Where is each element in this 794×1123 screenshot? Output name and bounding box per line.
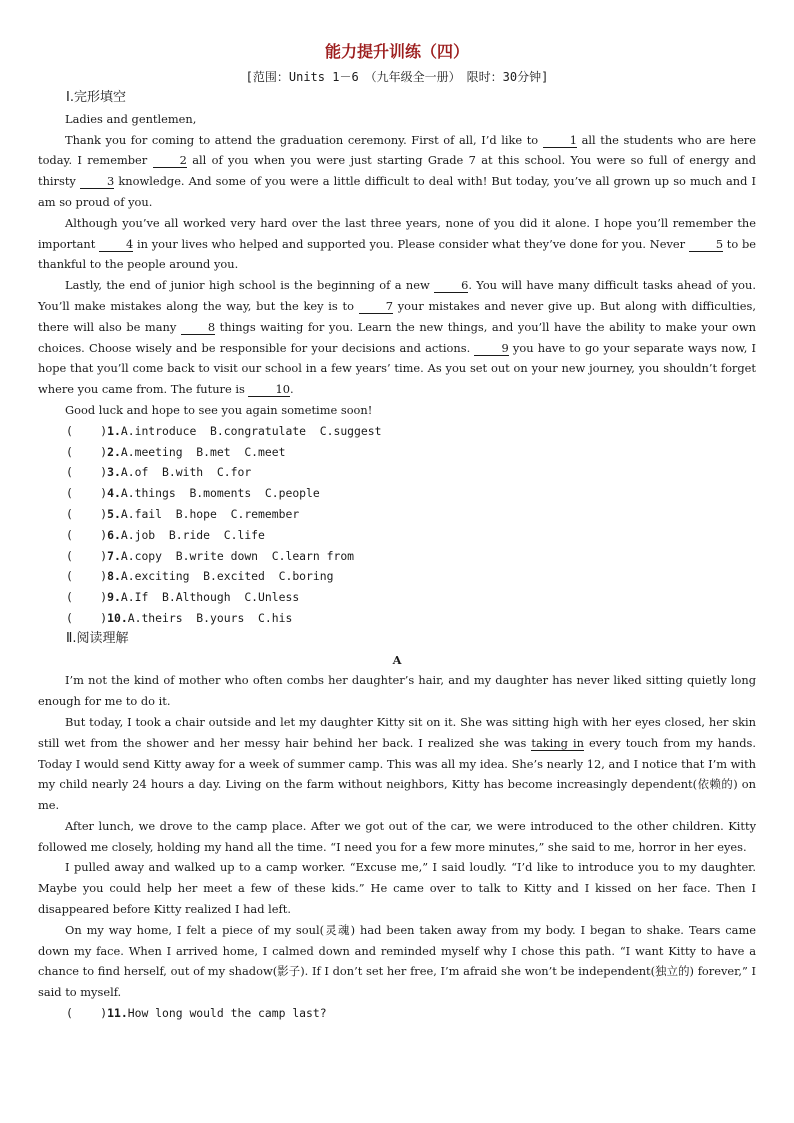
reading-paragraph-1: I’m not the kind of mother who often combs her daughter’s hair, and my daughter has never liked sitting quietly long enough for me to do it. xyxy=(38,673,756,709)
reading-paragraph-3: After lunch, we drove to the camp place. After we got out of the car, we were introduced to the other children. Kitty followed me closely, holding my hand all the time. “I need you for a few more minutes,” she said to me, horror in her eyes. xyxy=(38,818,756,854)
text-run: . xyxy=(289,382,294,397)
question-number: 10. xyxy=(107,610,128,625)
text-run: to be thankful to the people around you. xyxy=(38,236,756,272)
question-item[interactable]: ( )6.A.job B.ride C.life xyxy=(66,527,265,542)
cloze-question-list xyxy=(38,421,756,629)
question-options: A.theirs B.yours C.his xyxy=(127,610,293,625)
question-number: 11. xyxy=(107,1006,128,1021)
text-run: Although you’ve all worked very hard over the last three years, none of you did it alone. I hope you’ll remember the important xyxy=(38,215,756,251)
text-run: But today, I took a chair outside and let my daughter Kitty sit on it. She was sitting high with her eyes closed, her skin still wet from the shower and her messy hair behind her back. I realized she was xyxy=(38,714,756,750)
question-item[interactable]: ( )5.A.fail B.hope C.remember xyxy=(66,506,300,521)
question-item[interactable]: ( )11.How long would the camp last? xyxy=(66,1006,327,1021)
question-options: A.copy B.write down C.learn from xyxy=(120,548,355,563)
question-number: 6. xyxy=(107,527,121,542)
cloze-paragraph-1 xyxy=(38,130,756,213)
question-item[interactable]: ( )3.A.of B.with C.for xyxy=(66,465,252,480)
question-item[interactable]: ( )9.A.If B.Although C.Unless xyxy=(66,590,300,605)
question-number: 8. xyxy=(107,569,121,584)
question-options: A.introduce B.congratulate C.suggest xyxy=(120,423,382,438)
passage-label: A xyxy=(392,652,402,667)
text-run: every touch from my hands. Today I would send Kitty away for a week of summer camp. This was all my idea. She’s nearly 12, and I notice that I’m with my child nearly 24 hours a day. Living on the farm without neighbors, Kitty has become increasingly dependent(依赖的) on me. xyxy=(38,735,756,813)
blank-3[interactable]: 3 xyxy=(80,174,114,189)
text-run: your mistakes and never give up. But along with difficulties, there will also be many xyxy=(38,298,757,334)
question-item[interactable]: ( )7.A.copy B.write down C.learn from xyxy=(66,548,355,563)
question-options: A.meeting B.met C.meet xyxy=(120,444,286,459)
cloze-heading: Ⅰ.完形填空 xyxy=(66,90,126,105)
text-run: . You will have many difficult tasks ahead of you. You’ll make mistakes along the way, but the key is to xyxy=(38,278,757,313)
page-title: 能力提升训练（四） xyxy=(324,42,469,61)
question-item[interactable]: ( )4.A.things B.moments C.people xyxy=(66,486,320,501)
text-run: Lastly, the end of junior high school is the beginning of a new xyxy=(65,278,430,293)
question-item[interactable]: ( )2.A.meeting B.met C.meet xyxy=(66,444,286,459)
blank-9[interactable]: 9 xyxy=(474,341,508,356)
cloze-paragraph-2 xyxy=(38,213,756,275)
reading-heading: Ⅱ.阅读理解 xyxy=(66,630,129,646)
blank-1[interactable]: 1 xyxy=(543,133,577,148)
text-run: all the students who are here today. I remember xyxy=(38,132,756,168)
cloze-greeting: Ladies and gentlemen, xyxy=(65,111,197,126)
question-options: A.fail B.hope C.remember xyxy=(120,506,300,521)
question-item[interactable]: ( )1.A.introduce B.congratulate C.suggest xyxy=(66,423,382,438)
question-options: A.job B.ride C.life xyxy=(120,527,265,542)
blank-10[interactable]: 10 xyxy=(248,382,290,397)
question-item[interactable]: ( )8.A.exciting B.excited C.boring xyxy=(66,569,334,584)
question-options: A.things B.moments C.people xyxy=(120,486,320,501)
text-run: you have to go your separate ways now, I hope that you’ll come back to visit our school in a few years’ time. As you set out on your new journey, you shouldn’t forget where you came from. The future is xyxy=(38,340,757,397)
blank-7[interactable]: 7 xyxy=(359,299,393,314)
cloze-closing: Good luck and hope to see you again sometime soon! xyxy=(65,402,373,417)
text-run: knowledge. And some of you were a little difficult to deal with! But today, you’ve all grown up so much and I am so proud of you. xyxy=(38,174,757,209)
underlined-phrase: taking in xyxy=(531,735,584,750)
question-text: How long would the camp last? xyxy=(127,1006,327,1021)
question-options: A.exciting B.excited C.boring xyxy=(120,569,334,584)
blank-5[interactable]: 5 xyxy=(689,237,723,252)
question-options: A.If B.Although C.Unless xyxy=(120,590,300,605)
question-number: 7. xyxy=(107,548,121,563)
question-number: 2. xyxy=(107,444,121,459)
question-options: A.of B.with C.for xyxy=(120,465,252,480)
blank-6[interactable]: 6 xyxy=(434,278,468,293)
worksheet-page xyxy=(38,40,756,1024)
question-number: 3. xyxy=(107,465,121,480)
reading-paragraph-4: I pulled away and walked up to a camp worker. “Excuse me,” I said loudly. “I’d like to introduce you to my daughter. Maybe you could help her meet a few of these kids.” He came over to talk to Kitty and I kissed on her face. Then I disappeared before Kitty realized I had left. xyxy=(38,860,756,917)
blank-2[interactable]: 2 xyxy=(153,153,187,168)
blank-8[interactable]: 8 xyxy=(181,320,215,335)
text-run: things waiting for you. Learn the new things, and you’ll have the ability to make your own choices. Choose wisely and be responsible for your decisions and actions. xyxy=(38,319,756,355)
question-number: 4. xyxy=(107,486,121,501)
text-run: all of you when you were just starting Grade 7 at this school. You were so full of energy and thirsty xyxy=(38,153,756,189)
reading-paragraph-5: On my way home, I felt a piece of my soul(灵魂) had been taken away from my body. I began to shake. Tears came down my face. When I arrived home, I calmed down and reminded myself why I chose this path. “I want Kitty to have a chance to find herself, out of my shadow(影子). If I don’t set her free, I’m afraid she won’t be independent(独立的) forever,” I said to myself. xyxy=(38,922,756,1000)
question-item[interactable]: ( )10.A.theirs B.yours C.his xyxy=(66,610,293,625)
question-number: 5. xyxy=(107,506,121,521)
blank-4[interactable]: 4 xyxy=(99,237,133,252)
cloze-paragraph-3 xyxy=(38,275,756,400)
scope-subtitle: [范围：Units 1－6 （九年级全一册） 限时：30分钟] xyxy=(245,70,549,84)
text-run: in your lives who helped and supported you. Please consider what they’ve done for you. Never xyxy=(137,236,686,251)
text-run: Thank you for coming to attend the graduation ceremony. First of all, I’d like to xyxy=(65,132,539,147)
question-number: 9. xyxy=(107,590,121,605)
question-number: 1. xyxy=(107,423,121,438)
reading-paragraph-2 xyxy=(38,712,756,816)
